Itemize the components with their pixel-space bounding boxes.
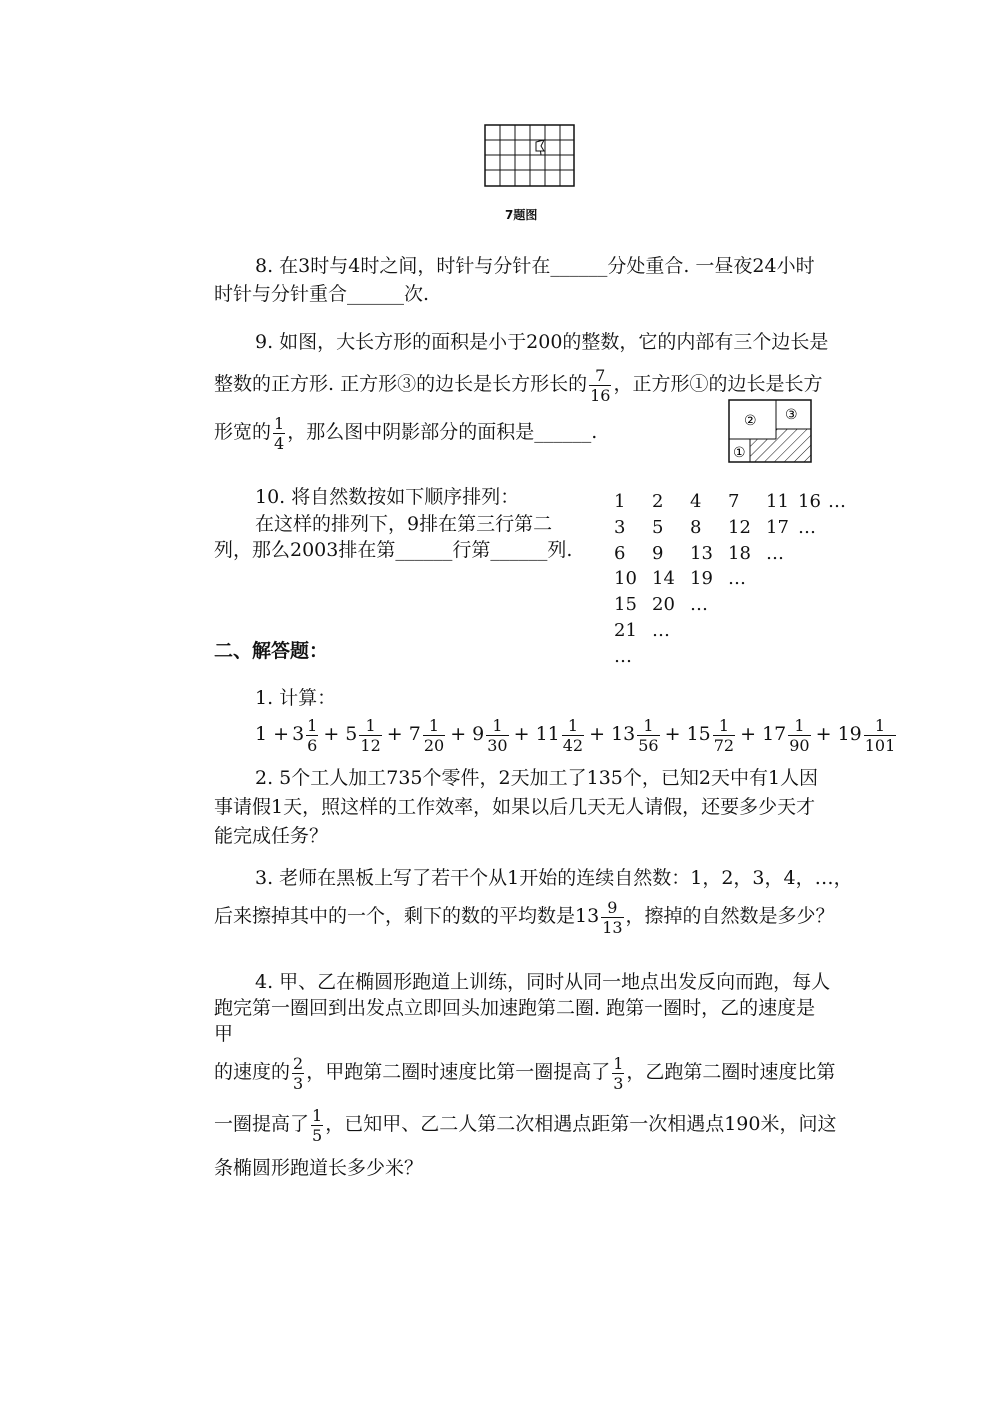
grid-number: … bbox=[690, 594, 708, 616]
expr-term: 3 bbox=[292, 723, 305, 745]
grid-number: 1 bbox=[614, 491, 626, 512]
p4-text: 的速度的 bbox=[214, 1061, 291, 1083]
q9-text: 形宽的 bbox=[214, 421, 272, 443]
expr-term: + 15 bbox=[664, 723, 711, 745]
expr-term: + 5 bbox=[323, 723, 358, 745]
q9-text: ，正方形①的边长是长方 bbox=[613, 373, 823, 395]
grid-number: 21 bbox=[614, 620, 637, 641]
fraction: $\frac{1}{6}$ bbox=[307, 715, 318, 755]
section-title: 二、解答题： bbox=[214, 640, 329, 662]
number-triangle bbox=[614, 492, 874, 672]
p4-text: ，已知甲、乙二人第二次相遇点距第一次相遇点190米，问这 bbox=[325, 1113, 837, 1135]
fraction: $\frac{1}{72}$ bbox=[713, 715, 735, 755]
grid-number: 20 bbox=[652, 594, 675, 616]
q9-rectangle-figure bbox=[728, 399, 814, 465]
grid-number: … bbox=[766, 542, 784, 564]
fraction: $\frac{1}{3}$ bbox=[613, 1053, 624, 1093]
grid-number: … bbox=[798, 516, 816, 538]
p4-line6: 条椭圆形跑道长多少米？ bbox=[214, 1157, 424, 1179]
fraction: $\frac{1}{5}$ bbox=[312, 1105, 323, 1145]
fraction: $\frac{1}{4}$ bbox=[274, 413, 285, 453]
fraction: $\frac{1}{101}$ bbox=[864, 715, 896, 755]
fraction: $\frac{9}{13}$ bbox=[602, 897, 623, 937]
expr-term: + 19 bbox=[815, 723, 862, 745]
expr-term: 1 + bbox=[255, 723, 290, 745]
grid-number: 5 bbox=[652, 516, 664, 538]
q8-line1: 8. 在3时与4时之间，时针与分针在______分处重合. 一昼夜24小时 bbox=[255, 255, 815, 277]
p1-title: 1. 计算： bbox=[255, 687, 337, 709]
fraction: $\frac{1}{90}$ bbox=[789, 715, 810, 755]
grid-number: 18 bbox=[728, 542, 751, 564]
grid-number: 6 bbox=[614, 542, 626, 564]
grid-number: 15 bbox=[614, 594, 637, 616]
grid-number: 8 bbox=[690, 516, 702, 538]
fraction: $\frac{2}{3}$ bbox=[293, 1053, 304, 1093]
q9-text: ，那么图中阴影部分的面积是______. bbox=[287, 421, 598, 443]
p4-text: ，甲跑第二圈时速度比第一圈提高了 bbox=[306, 1061, 611, 1083]
expr-term: + 9 bbox=[450, 723, 485, 745]
q10-line2: 在这样的排列下，9排在第三行第二 bbox=[255, 513, 553, 535]
fraction: $\frac{7}{16}$ bbox=[590, 365, 611, 405]
square-1-label: ① bbox=[733, 445, 746, 461]
p4-line5 bbox=[214, 1102, 836, 1146]
grid-number: … bbox=[828, 491, 846, 512]
square-2-label: ② bbox=[744, 413, 757, 429]
p2-line2: 事请假1天，照这样的工作效率，如果以后几天无人请假，还要多少天才 bbox=[214, 796, 816, 818]
figure-7-caption: 7题图 bbox=[505, 208, 538, 222]
p3-text: ，擦掉的自然数是多少？ bbox=[625, 905, 835, 927]
square-3-label: ③ bbox=[785, 407, 798, 423]
grid-number: 2 bbox=[652, 491, 664, 512]
p4-line4 bbox=[214, 1050, 835, 1094]
figure-7-grid bbox=[484, 124, 576, 188]
p4-line2: 跑完第一圈回到出发点立即回头加速跑第二圈. 跑第一圈时，乙的速度是 bbox=[214, 997, 816, 1019]
grid-number: 10 bbox=[614, 568, 637, 590]
q10-line1: 10. 将自然数按如下顺序排列： bbox=[255, 486, 520, 508]
p4-line3: 甲 bbox=[214, 1023, 234, 1045]
fraction: $\frac{1}{56}$ bbox=[638, 715, 659, 755]
expr-term: + 7 bbox=[386, 723, 421, 745]
grid-number: … bbox=[652, 620, 670, 641]
grid-number: 9 bbox=[652, 542, 664, 564]
p4-text: ，乙跑第二圈时速度比第 bbox=[626, 1061, 836, 1083]
expr-term: + 17 bbox=[740, 723, 787, 745]
shaded-region bbox=[750, 439, 811, 462]
grid-number: 19 bbox=[690, 568, 713, 590]
grid-number: … bbox=[614, 645, 632, 667]
fraction: $\frac{1}{20}$ bbox=[423, 715, 445, 755]
fraction: $\frac{1}{42}$ bbox=[562, 715, 584, 755]
grid-number: 13 bbox=[690, 542, 713, 564]
grid-number: 3 bbox=[614, 516, 626, 538]
fraction: $\frac{1}{12}$ bbox=[360, 715, 381, 755]
expr-term: + 11 bbox=[513, 723, 560, 745]
p2-line1: 2. 5个工人加工735个零件，2天加工了135个，已知2天中有1人因 bbox=[255, 767, 819, 789]
p1-expression bbox=[252, 712, 898, 756]
grid-number: 16 bbox=[798, 491, 821, 512]
grid-number: 12 bbox=[728, 516, 751, 538]
grid-number: 17 bbox=[766, 516, 789, 538]
grid-number: 11 bbox=[766, 491, 789, 512]
p2-line3: 能完成任务？ bbox=[214, 825, 329, 847]
q8-line2: 时针与分针重合______次. bbox=[214, 283, 430, 305]
q9-text: 整数的正方形. 正方形③的边长是长方形长的 bbox=[214, 373, 588, 395]
p3-text: 后来擦掉其中的一个，剩下的数的平均数是13 bbox=[214, 905, 600, 927]
p4-line1: 4. 甲、乙在椭圆形跑道上训练，同时从同一地点出发反向而跑，每人 bbox=[255, 971, 831, 993]
grid-number: 4 bbox=[690, 491, 702, 512]
q10-line3: 列，那么2003排在第______行第______列. bbox=[214, 539, 573, 561]
p3-line1: 3. 老师在黑板上写了若干个从1开始的连续自然数：1，2，3，4，…， bbox=[255, 867, 853, 889]
grid-number: 7 bbox=[728, 491, 740, 512]
p3-line2 bbox=[214, 894, 835, 938]
expr-term: + 13 bbox=[589, 723, 636, 745]
fraction: $\frac{1}{30}$ bbox=[487, 715, 508, 755]
flag-icon bbox=[536, 140, 544, 155]
q9-line1: 9. 如图，大长方形的面积是小于200的整数，它的内部有三个边长是 bbox=[255, 331, 829, 353]
q9-line3 bbox=[214, 410, 597, 454]
grid-number: 14 bbox=[652, 568, 675, 590]
p4-text: 一圈提高了 bbox=[214, 1113, 310, 1135]
grid-number: … bbox=[728, 568, 746, 590]
